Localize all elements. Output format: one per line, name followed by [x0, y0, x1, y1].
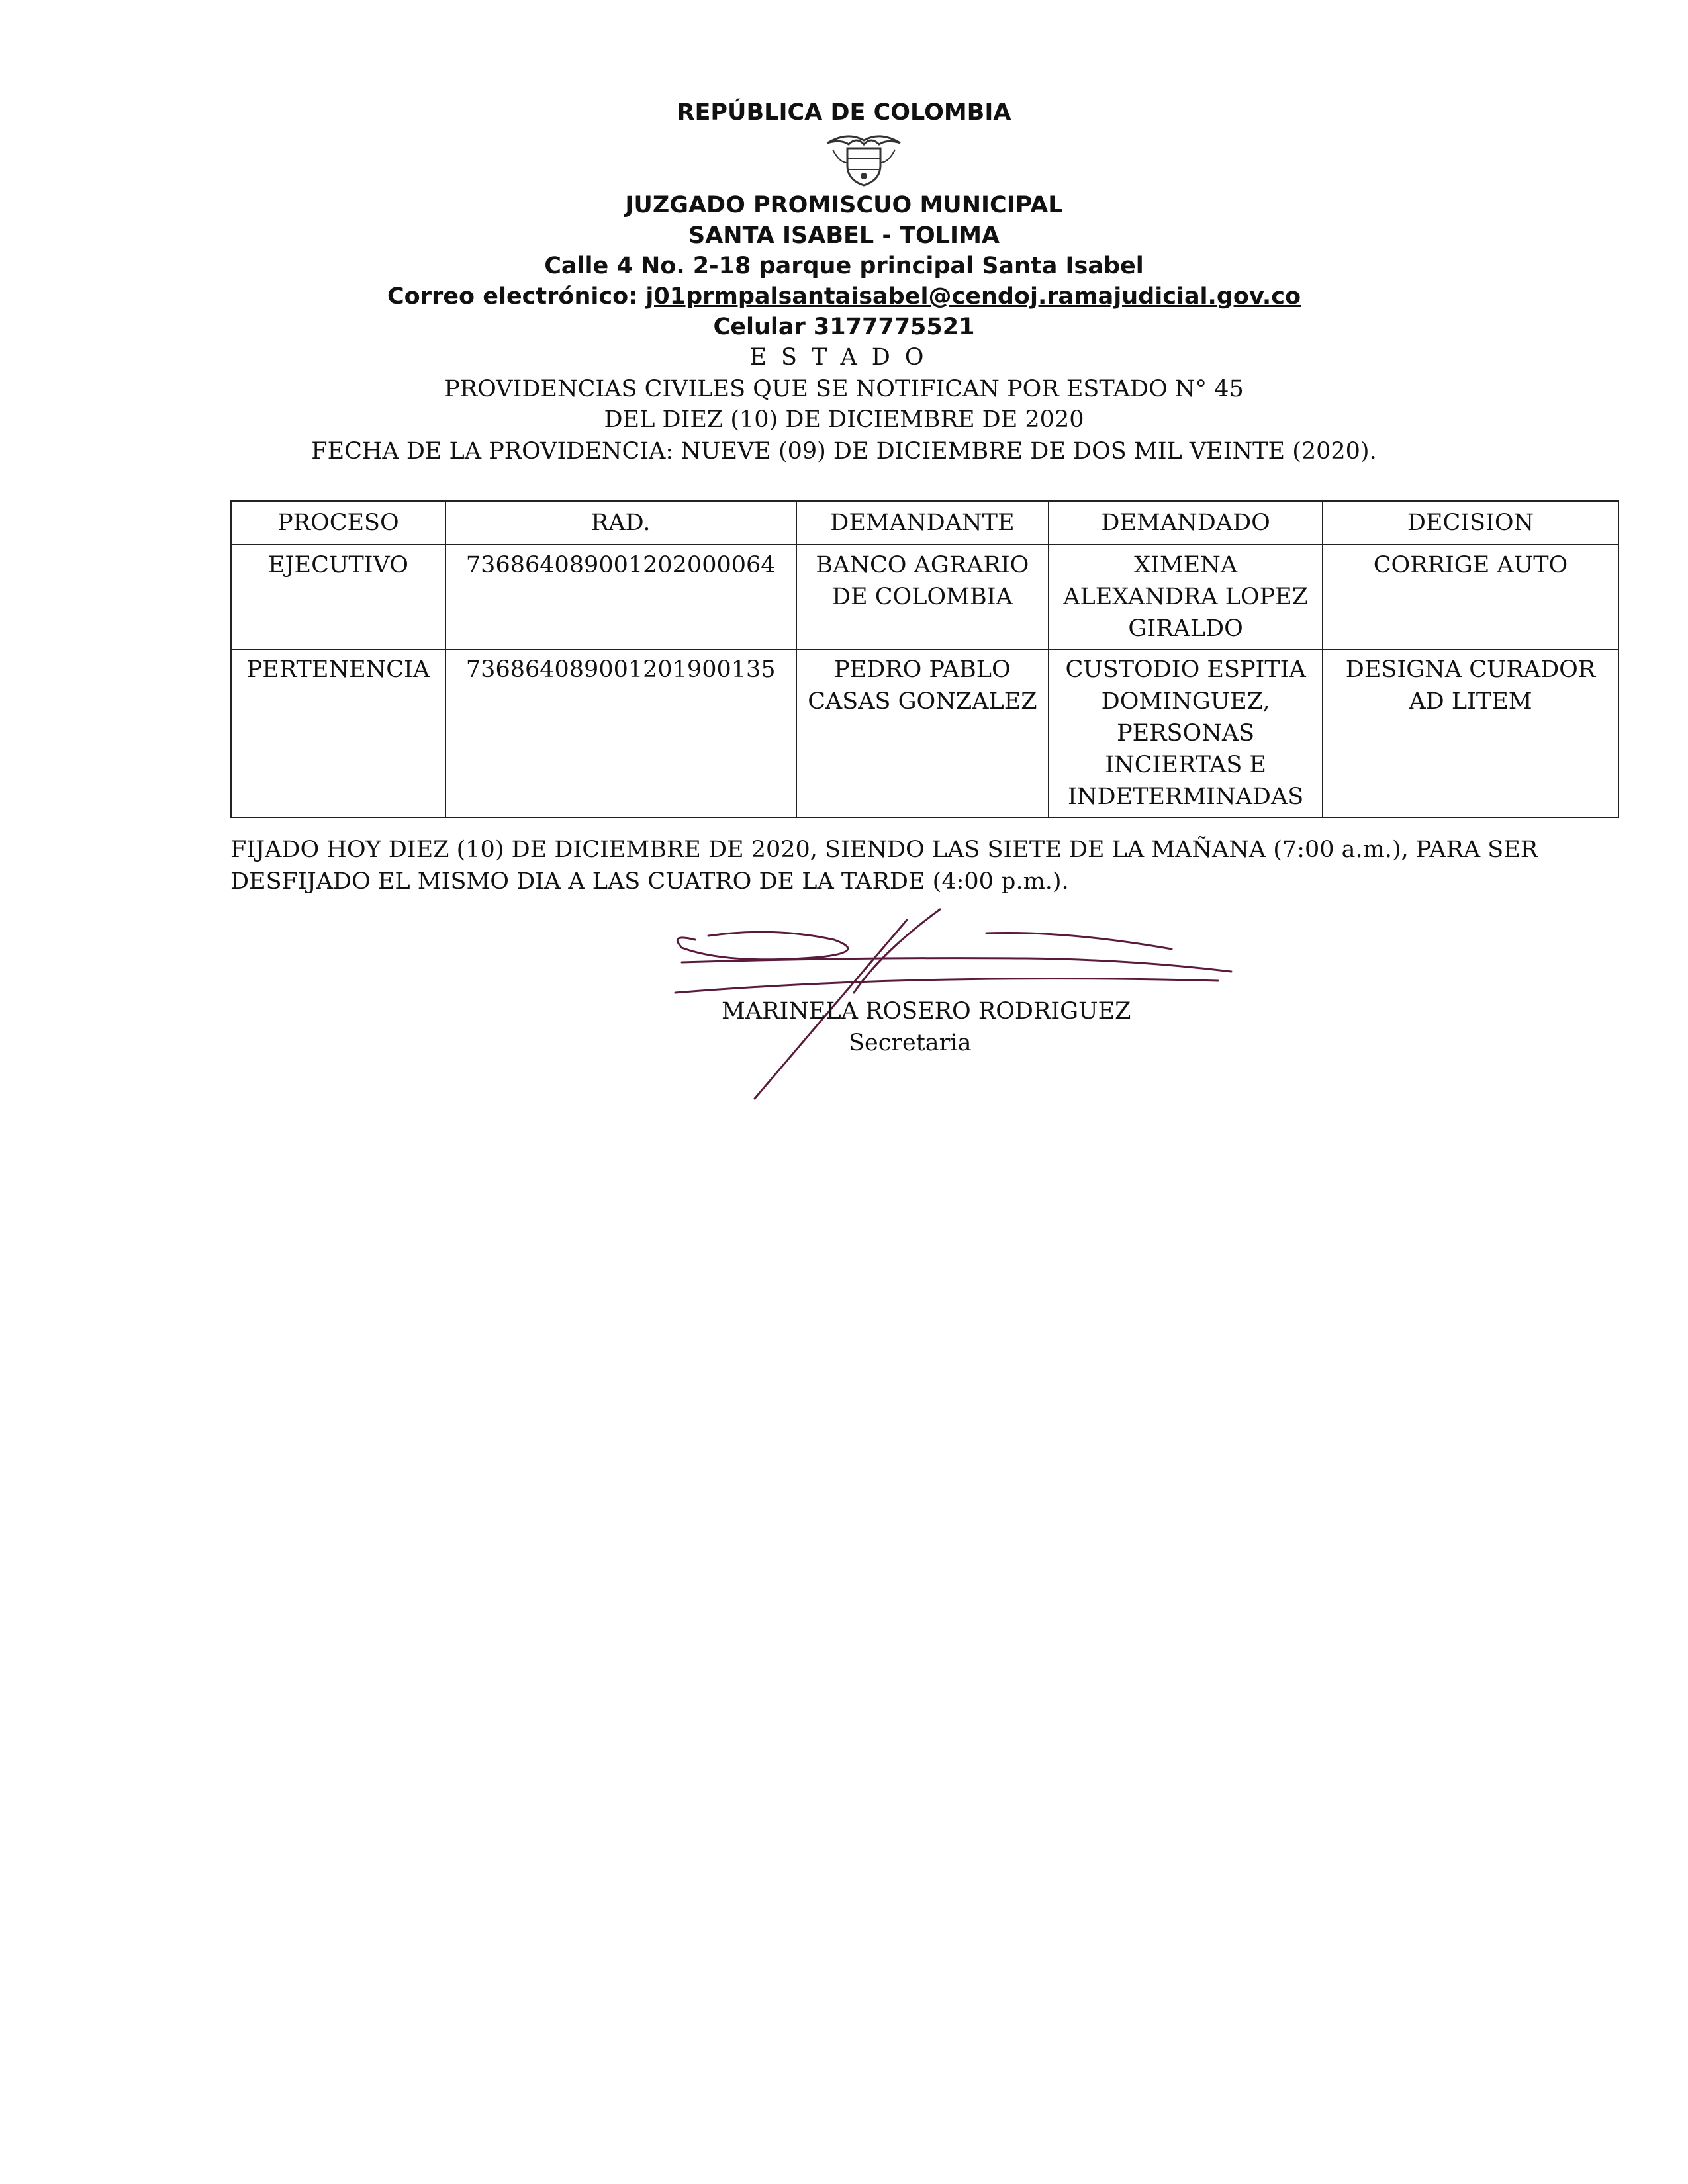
email-label: Correo electrónico:: [387, 283, 638, 310]
estado-heading: ESTADO: [749, 344, 939, 371]
col-header-demandante: DEMANDANTE: [796, 501, 1049, 545]
email-link[interactable]: j01prmpalsantaisabel@cendoj.ramajudicial.gov.co: [645, 283, 1301, 310]
court-address: Calle 4 No. 2-18 parque principal Santa Isabel: [544, 253, 1144, 279]
cell-demandante: BANCO AGRARIO DE COLOMBIA: [796, 545, 1049, 649]
signer-role: Secretaria: [849, 1030, 972, 1056]
cell-proceso: EJECUTIVO: [231, 545, 445, 649]
table-header-row: [231, 501, 1618, 545]
cell-rad: 73686408900120190013​5: [445, 649, 796, 817]
col-header-decision: DECISION: [1323, 501, 1618, 545]
country-title: REPÚBLICA DE COLOMBIA: [677, 99, 1011, 126]
notice-line-3: FECHA DE LA PROVIDENCIA: NUEVE (09) DE DICIEMBRE DE DOS MIL VEINTE (2020).: [311, 438, 1377, 465]
cell-decision: DESIGNA CURADOR AD LITEM: [1323, 649, 1618, 817]
col-header-rad: RAD.: [445, 501, 796, 545]
table-row: [231, 545, 1618, 649]
court-name: JUZGADO PROMISCUO MUNICIPAL: [625, 192, 1063, 218]
col-header-demandado: DEMANDADO: [1049, 501, 1323, 545]
notice-line-2: DEL DIEZ (10) DE DICIEMBRE DE 2020: [604, 406, 1084, 433]
cell-demandante: PEDRO PABLO CASAS GONZALEZ: [796, 649, 1049, 817]
coat-of-arms-icon: [821, 130, 907, 189]
notice-line-1: PROVIDENCIAS CIVILES QUE SE NOTIFICAN POR ESTADO N° 45: [444, 376, 1244, 402]
cell-proceso: PERTENENCIA: [231, 649, 445, 817]
court-location: SANTA ISABEL - TOLIMA: [688, 222, 1000, 249]
table-row: [231, 649, 1618, 817]
cell-demandado: XIMENA ALEXANDRA LOPEZ GIRALDO: [1049, 545, 1323, 649]
cell-rad: 73686408900120200006​4: [445, 545, 796, 649]
cell-decision: CORRIGE AUTO: [1323, 545, 1618, 649]
col-header-proceso: PROCESO: [231, 501, 445, 545]
cell-demandado: CUSTODIO ESPITIA DOMINGUEZ, PERSONAS INCIERTAS E INDETERMINADAS: [1049, 649, 1323, 817]
providencias-table: [230, 500, 1619, 818]
fixing-statement: FIJADO HOY DIEZ (10) DE DICIEMBRE DE 2020, SIENDO LAS SIETE DE LA MAÑANA (7:00 a.m.), PARA SER DESFIJADO EL MISMO DIA A LAS CUATRO DE LA TARDE (4:00 p.m.).: [230, 837, 1538, 895]
email-line: [0, 282, 1688, 311]
court-phone: Celular 3177775521: [713, 314, 975, 340]
signer-name: MARINELA ROSERO RODRIGUEZ: [722, 998, 1131, 1024]
